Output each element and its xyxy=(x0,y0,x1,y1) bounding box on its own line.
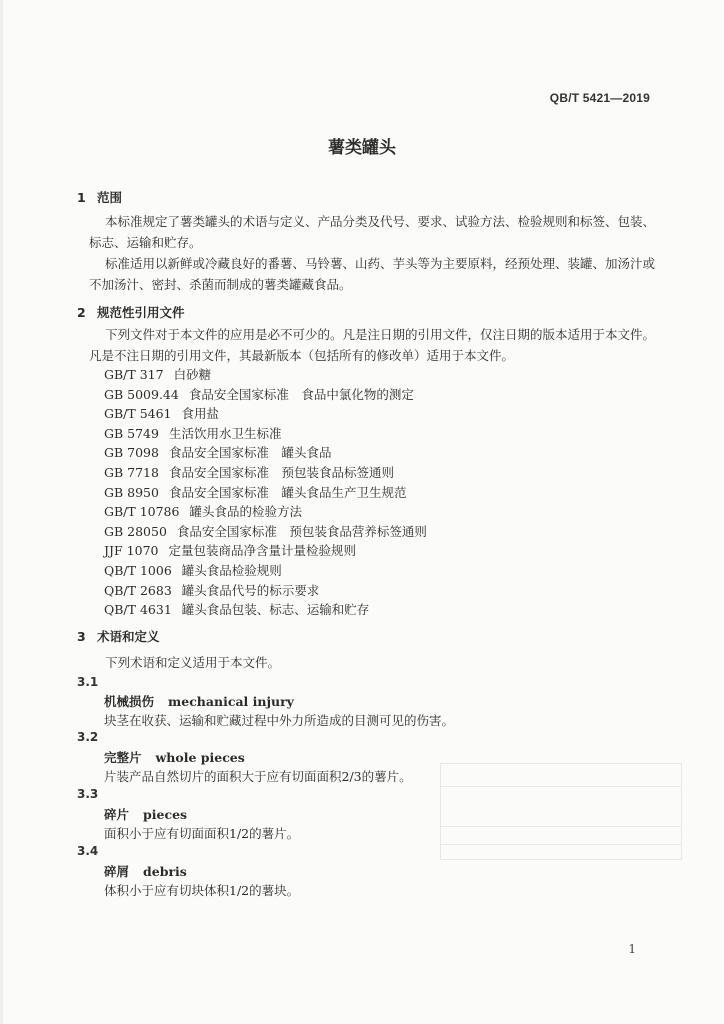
terms-intro: 下列术语和定义适用于本文件。 xyxy=(105,655,281,670)
term-en: pieces xyxy=(143,807,188,822)
term-zh: 碎屑 xyxy=(104,864,130,879)
section-number: 2 xyxy=(77,305,86,320)
term-zh: 机械损伤 xyxy=(104,694,155,709)
section-1-heading xyxy=(77,188,122,206)
term-heading xyxy=(104,692,294,710)
term-en: debris xyxy=(143,864,187,879)
reference-item: QB/T 1006 罐头食品检验规则 xyxy=(104,562,282,578)
section-2-heading xyxy=(77,303,185,321)
reference-item: GB/T 5461 食用盐 xyxy=(104,406,220,422)
reference-item: QB/T 4631 罐头食品包装、标志、运输和贮存 xyxy=(104,602,370,618)
term-definition: 片装产品自然切片的面积大于应有切面面积2/3的薯片。 xyxy=(104,769,412,784)
reference-item: GB 7718 食品安全国家标准 预包装食品标签通则 xyxy=(104,464,394,480)
term-number: 3.1 xyxy=(77,675,99,689)
page-number: 1 xyxy=(628,942,636,956)
term-number: 3.4 xyxy=(77,844,99,858)
reference-list xyxy=(104,365,427,620)
scope-paragraph-2: 标准适用以新鲜或冷藏良好的番薯、马铃薯、山药、芋头等为主要原料，经预处理、装罐、加汤汁或不加汤汁、密封、杀菌而制成的薯类罐藏食品。 xyxy=(89,256,656,292)
reference-item: GB/T 10786 罐头食品的检验方法 xyxy=(104,504,302,520)
bleed-through-table xyxy=(440,763,682,860)
section-title: 术语和定义 xyxy=(97,629,160,644)
section-number: 3 xyxy=(77,629,86,644)
term-en: mechanical injury xyxy=(168,694,294,709)
term-heading xyxy=(104,748,245,766)
section-3-heading xyxy=(77,627,160,645)
term-definition: 体积小于应有切块体积1/2的薯块。 xyxy=(104,883,300,898)
reference-item: GB/T 317 白砂糖 xyxy=(104,367,212,382)
scope-paragraph-1: 本标准规定了薯类罐头的术语与定义、产品分类及代号、要求、试验方法、检验规则和标签、包装、标志、运输和贮存。 xyxy=(89,214,656,250)
references-intro: 下列文件对于本文件的应用是必不可少的。凡是注日期的引用文件，仅注日期的版本适用于本文件。凡是不注日期的引用文件，其最新版本（包括所有的修改单）适用于本文件。 xyxy=(89,327,656,363)
reference-item: QB/T 2683 罐头食品代号的标示要求 xyxy=(104,582,320,598)
term-zh: 碎片 xyxy=(104,807,130,822)
reference-item: GB 5009.44 食品安全国家标准 食品中氯化物的测定 xyxy=(104,386,414,402)
term-zh: 完整片 xyxy=(104,750,142,765)
term-number: 3.2 xyxy=(77,730,99,744)
section-number: 1 xyxy=(77,190,86,205)
section-title: 范围 xyxy=(97,190,123,205)
term-heading xyxy=(104,862,187,880)
term-definition: 面积小于应有切面面积1/2的薯片。 xyxy=(104,826,300,841)
reference-item: GB 7098 食品安全国家标准 罐头食品 xyxy=(104,445,332,461)
term-heading xyxy=(104,805,187,823)
reference-item: JJF 1070 定量包装商品净含量计量检验规则 xyxy=(104,543,356,559)
term-definition: 块茎在收获、运输和贮藏过程中外力所造成的目测可见的伤害。 xyxy=(104,713,455,728)
reference-item: GB 5749 生活饮用水卫生标准 xyxy=(104,425,282,441)
document-title: 薯类罐头 xyxy=(328,138,396,158)
reference-item: GB 28050 食品安全国家标准 预包装食品营养标签通则 xyxy=(104,523,427,539)
section-title: 规范性引用文件 xyxy=(97,305,185,320)
term-en: whole pieces xyxy=(155,750,245,765)
reference-item: GB 8950 食品安全国家标准 罐头食品生产卫生规范 xyxy=(104,484,407,500)
standard-code: QB/T 5421—2019 xyxy=(549,91,650,105)
term-number: 3.3 xyxy=(77,787,99,801)
